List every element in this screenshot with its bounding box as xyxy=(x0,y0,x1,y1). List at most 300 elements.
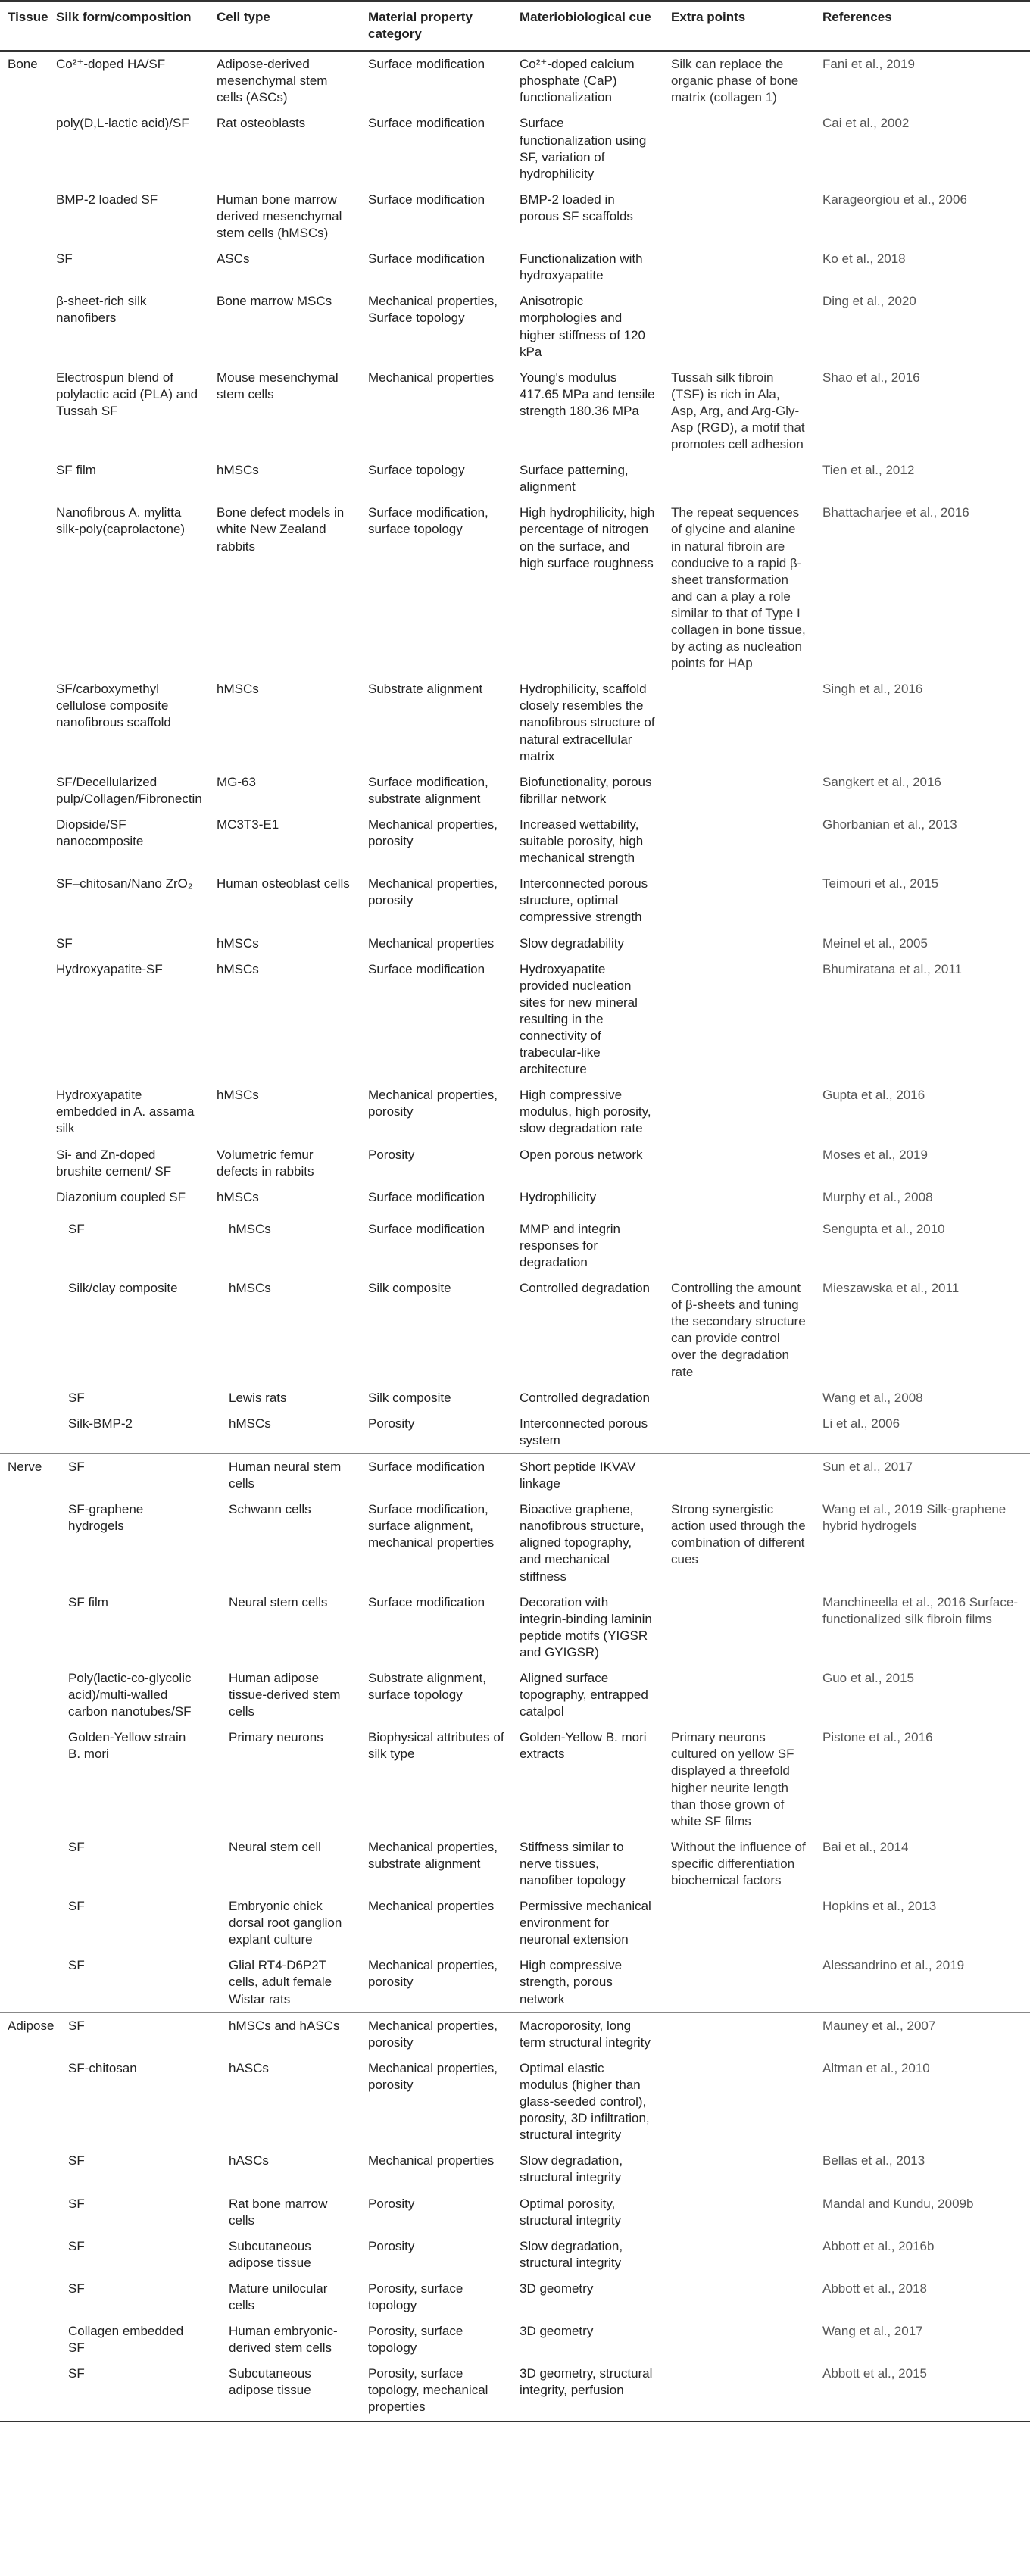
material-property-cell: Surface modification xyxy=(360,1453,512,1497)
materiobiological-cue-cell: Slow degradation, structural integrity xyxy=(520,2153,623,2185)
tissue-cell xyxy=(0,111,48,186)
reference-cell: Moses et al., 2019 xyxy=(822,1147,928,1162)
reference-cell: Shao et al., 2016 xyxy=(822,370,920,385)
table-row xyxy=(0,2276,1030,2318)
table-row xyxy=(0,289,1030,364)
silk-form-cell: SF xyxy=(56,935,73,951)
materiobiological-cue-cell: Interconnected porous system xyxy=(520,1416,648,1447)
cell-type-cell: Embryonic chick dorsal root ganglion explant culture xyxy=(229,1899,342,1947)
reference-cell: Ko et al., 2018 xyxy=(822,251,906,267)
table-row xyxy=(0,1142,1030,1185)
silk-form-cell: Hydroxyapatite-SF xyxy=(56,961,163,976)
silk-form-cell: Collagen embedded SF xyxy=(68,2324,184,2356)
tissue-cell xyxy=(0,2148,48,2190)
materiobiological-cue-cell: Biofunctionality, porous fibrillar network xyxy=(520,774,652,806)
material-property-cell: Porosity, surface topology xyxy=(368,2324,464,2356)
materiobiological-cue-cell: Hydrophilicity xyxy=(520,1189,597,1204)
cell-type-cell: ASCs xyxy=(217,251,250,267)
extra-points-cell xyxy=(663,2318,815,2361)
reference-cell: Mauney et al., 2007 xyxy=(815,2012,1030,2056)
extra-points-cell xyxy=(663,676,815,769)
extra-points-cell: Controlling the amount of β-sheets and tuning the secondary structure can provide control over the degradation rate xyxy=(671,1281,806,1379)
cell-type-cell: Bone defect models in white New Zealand rabbits xyxy=(217,505,345,554)
material-property-cell: Porosity xyxy=(368,2238,415,2253)
materiobiological-cue-cell: Surface patterning, alignment xyxy=(520,463,629,495)
materiobiological-cue-cell: High hydrophilicity, high percentage of nitrogen on the surface, and high surface roughness xyxy=(520,505,655,570)
table-row xyxy=(0,1666,1030,1725)
table-row xyxy=(0,2012,1030,2056)
extra-points-cell xyxy=(663,957,815,1083)
extra-points-cell xyxy=(663,246,815,289)
tissue-cell xyxy=(0,365,48,457)
cell-type-cell: Schwann cells xyxy=(229,1502,311,1517)
cell-type-cell: Human bone marrow derived mesenchymal stem cells (hMSCs) xyxy=(217,192,342,241)
tissue-cell xyxy=(0,1411,48,1454)
silk-form-cell: Co²⁺-doped HA/SF xyxy=(56,57,166,72)
table-row xyxy=(0,1725,1030,1834)
tissue-cell xyxy=(0,676,48,769)
silk-form-cell: Nanofibrous A. mylitta silk-poly(caprolactone) xyxy=(56,505,186,537)
cell-type-cell: Neural stem cells xyxy=(229,1594,328,1610)
tissue-cell xyxy=(0,1834,48,1894)
extra-points-cell xyxy=(663,1385,815,1411)
silk-form-cell: Silk-BMP-2 xyxy=(68,1416,133,1431)
extra-points-cell xyxy=(663,289,815,364)
reference-cell: Ding et al., 2020 xyxy=(822,294,916,309)
materiobiological-cue-cell: Slow degradation, structural integrity xyxy=(520,2238,623,2270)
extra-points-cell xyxy=(663,2056,815,2148)
material-property-cell: Mechanical properties, Surface topology xyxy=(368,294,498,326)
material-property-cell: Porosity, surface topology xyxy=(368,2281,464,2312)
extra-points-cell: Silk can replace the organic phase of bone matrix (collagen 1) xyxy=(671,57,799,105)
silk-form-cell: SF xyxy=(68,1899,85,1914)
header-cell-type: Cell type xyxy=(209,1,360,51)
extra-points-cell xyxy=(663,2191,815,2234)
cell-type-cell: Human embryonic-derived stem cells xyxy=(229,2324,338,2356)
materiobiological-cue-cell: Stiffness similar to nerve tissues, nanofiber topology xyxy=(520,1839,626,1888)
silk-form-cell: β-sheet-rich silk nanofibers xyxy=(56,294,147,326)
extra-points-cell xyxy=(663,111,815,186)
header-silk-form: Silk form/composition xyxy=(48,1,209,51)
cell-type-cell: MG-63 xyxy=(217,774,256,789)
cell-type-cell: hMSCs xyxy=(217,1189,259,1204)
tissue-cell xyxy=(0,1894,48,1953)
tissue-cell xyxy=(0,1210,48,1276)
materiobiological-cue-cell: 3D geometry, structural integrity, perfusion xyxy=(512,2361,663,2421)
materiobiological-cue-cell: Functionalization with hydroxyapatite xyxy=(520,251,643,283)
material-property-cell: Porosity xyxy=(368,2196,415,2211)
extra-points-cell xyxy=(663,187,815,246)
cell-type-cell: hMSCs xyxy=(217,463,259,478)
table-row xyxy=(0,187,1030,246)
extra-points-cell xyxy=(663,1185,815,1210)
materiobiological-cue-cell: BMP-2 loaded in porous SF scaffolds xyxy=(520,192,633,223)
material-property-cell: Silk composite xyxy=(368,1390,451,1405)
header-references: References xyxy=(815,1,1030,51)
reference-cell: Fani et al., 2019 xyxy=(822,57,915,72)
material-property-cell: Mechanical properties, porosity xyxy=(368,1088,498,1119)
table-row xyxy=(0,2318,1030,2361)
extra-points-cell xyxy=(663,2148,815,2190)
silk-form-cell: SF xyxy=(68,2153,85,2169)
reference-cell: Wang et al., 2017 xyxy=(822,2324,923,2339)
extra-points-cell: Primary neurons cultured on yellow SF displayed a threefold higher neurite length than those grown of white SF films xyxy=(671,1730,794,1828)
table-row xyxy=(0,2148,1030,2190)
extra-points-cell: Tussah silk fibroin (TSF) is rich in Ala, Asp, Arg, and Arg-Gly-Asp (RGD), a motif that promotes cell adhesion xyxy=(671,370,805,452)
silk-form-cell: Diazonium coupled SF xyxy=(56,1189,186,1204)
material-property-cell: Mechanical properties xyxy=(368,370,495,385)
table-row xyxy=(0,1411,1030,1454)
reference-cell: Mandal and Kundu, 2009b xyxy=(822,2196,974,2211)
silk-form-cell: SF/carboxymethyl cellulose composite nanofibrous scaffold xyxy=(56,682,171,730)
reference-cell: Abbott et al., 2015 xyxy=(815,2361,1030,2421)
material-property-cell: Biophysical attributes of silk type xyxy=(368,1730,504,1762)
reference-cell: Hopkins et al., 2013 xyxy=(822,1899,937,1914)
cell-type-cell: hMSCs xyxy=(217,935,259,951)
reference-cell: Li et al., 2006 xyxy=(822,1416,900,1431)
cell-type-cell: Subcutaneous adipose tissue xyxy=(229,2238,311,2270)
extra-points-cell xyxy=(663,1411,815,1454)
reference-cell: Murphy et al., 2008 xyxy=(822,1189,933,1204)
table-row xyxy=(0,2234,1030,2276)
reference-cell: Mieszawska et al., 2011 xyxy=(822,1281,960,1296)
materiobiological-cue-cell: Macroporosity, long term structural integrity xyxy=(512,2012,663,2056)
reference-cell: Bai et al., 2014 xyxy=(822,1839,909,1854)
tissue-cell xyxy=(0,457,48,500)
table-row xyxy=(0,1276,1030,1385)
material-property-cell: Surface modification xyxy=(368,251,485,267)
silk-form-cell: SF-graphene hydrogels xyxy=(68,1502,144,1534)
silk-form-cell: Hydroxyapatite embedded in A. assama silk xyxy=(56,1088,195,1136)
material-property-cell: Mechanical properties, substrate alignment xyxy=(368,1839,498,1871)
cell-type-cell: Glial RT4-D6P2T cells, adult female Wistar rats xyxy=(229,1958,332,2006)
cell-type-cell: Neural stem cell xyxy=(229,1839,321,1854)
silk-form-cell: poly(D,L-lactic acid)/SF xyxy=(56,116,189,131)
material-property-cell: Surface modification xyxy=(368,1189,485,1204)
tissue-cell xyxy=(0,770,48,812)
table-row xyxy=(0,812,1030,871)
material-property-cell: Mechanical properties, porosity xyxy=(360,2012,512,2056)
cell-type-cell: hASCs xyxy=(229,2153,269,2169)
materiobiological-cue-cell: Hydrophilicity, scaffold closely resembles the nanofibrous structure of natural extracellular matrix xyxy=(520,682,655,763)
cell-type-cell: Primary neurons xyxy=(229,1730,323,1745)
silk-form-cell: SF/Decellularized pulp/Collagen/Fibronectin xyxy=(56,774,202,806)
tissue-cell xyxy=(0,1185,48,1210)
table-row xyxy=(0,1453,1030,1497)
cell-type-cell: hMSCs and hASCs xyxy=(209,2012,360,2056)
cell-type-cell: hMSCs xyxy=(229,1416,271,1431)
table-row xyxy=(0,365,1030,457)
silk-form-cell: SF-chitosan xyxy=(68,2060,137,2075)
cell-type-cell: Bone marrow MSCs xyxy=(217,294,332,309)
silk-form-cell: SF xyxy=(48,1453,209,1497)
silk-form-cell: BMP-2 loaded SF xyxy=(56,192,158,207)
tissue-cell xyxy=(0,1276,48,1385)
tissue-cell xyxy=(0,1953,48,2012)
materiobiological-cue-cell: Golden-Yellow B. mori extracts xyxy=(520,1730,647,1762)
material-property-cell: Mechanical properties xyxy=(368,935,495,951)
material-property-cell: Surface modification xyxy=(368,1594,485,1610)
table-row xyxy=(0,500,1030,676)
reference-cell: Wang et al., 2019 Silk-graphene hybrid hydrogels xyxy=(822,1502,1007,1534)
reference-cell: Altman et al., 2010 xyxy=(822,2060,930,2075)
extra-points-cell xyxy=(663,2276,815,2318)
reference-cell: Bhumiratana et al., 2011 xyxy=(822,961,962,976)
reference-cell: Cai et al., 2002 xyxy=(822,116,910,131)
material-property-cell: Surface modification, substrate alignment xyxy=(368,774,488,806)
tissue-cell xyxy=(0,2361,48,2421)
header-row xyxy=(0,1,1030,51)
reference-cell: Singh et al., 2016 xyxy=(822,682,923,697)
reference-cell: Ghorbanian et al., 2013 xyxy=(822,817,957,832)
reference-cell: Tien et al., 2012 xyxy=(822,463,915,478)
tissue-cell xyxy=(0,1082,48,1141)
materiobiological-cue-cell: Optimal porosity, structural integrity xyxy=(520,2196,622,2228)
table-row xyxy=(0,1497,1030,1589)
material-property-cell: Surface modification xyxy=(368,961,485,976)
extra-points-cell xyxy=(663,1953,815,2012)
material-property-cell: Surface modification, surface alignment, mechanical properties xyxy=(368,1502,495,1550)
material-property-cell: Porosity xyxy=(368,1416,415,1431)
extra-points-cell xyxy=(663,2012,815,2056)
materiobiological-cue-cell: High compressive modulus, high porosity, slow degradation rate xyxy=(520,1088,651,1136)
extra-points-cell xyxy=(663,2234,815,2276)
material-property-cell: Surface modification xyxy=(368,116,485,131)
extra-points-cell xyxy=(663,1894,815,1953)
materiobiological-cue-cell: Co²⁺-doped calcium phosphate (CaP) functionalization xyxy=(520,57,635,105)
tissue-cell xyxy=(0,2191,48,2234)
table-row xyxy=(0,2361,1030,2421)
cell-type-cell: Mouse mesenchymal stem cells xyxy=(217,370,339,401)
material-property-cell: Surface modification xyxy=(368,57,485,72)
cell-type-cell: hMSCs xyxy=(217,961,259,976)
tissue-cell xyxy=(0,1497,48,1589)
cell-type-cell: Human adipose tissue-derived stem cells xyxy=(229,1670,341,1719)
header-material-property: Material property category xyxy=(360,1,512,51)
materiobiological-cue-cell: Controlled degradation xyxy=(520,1390,651,1405)
reference-cell: Abbott et al., 2016b xyxy=(822,2238,935,2253)
table-row xyxy=(0,1953,1030,2012)
silk-form-cell: Electrospun blend of polylactic acid (PLA) and Tussah SF xyxy=(56,370,198,418)
material-property-cell: Mechanical properties, porosity xyxy=(368,876,498,908)
materiobiological-cue-cell: MMP and integrin responses for degradation xyxy=(520,1221,620,1269)
cell-type-cell: hASCs xyxy=(229,2060,269,2075)
materiobiological-cue-cell: 3D geometry xyxy=(520,2281,594,2296)
header-extra-points: Extra points xyxy=(663,1,815,51)
material-property-cell: Mechanical properties xyxy=(368,2153,495,2169)
extra-points-cell xyxy=(663,931,815,957)
tissue-cell xyxy=(0,1142,48,1185)
materiobiological-cue-cell: Young's modulus 417.65 MPa and tensile strength 180.36 MPa xyxy=(520,370,655,418)
material-property-cell: Mechanical properties xyxy=(368,1899,495,1914)
reference-cell: Abbott et al., 2018 xyxy=(822,2281,927,2296)
materiobiological-cue-cell: Anisotropic morphologies and higher stiffness of 120 kPa xyxy=(520,294,646,359)
extra-points-cell xyxy=(663,1210,815,1276)
reference-cell: Bhattacharjee et al., 2016 xyxy=(822,505,969,520)
silk-form-cell: Silk/clay composite xyxy=(68,1281,178,1296)
tissue-cell xyxy=(0,500,48,676)
reference-cell: Sun et al., 2017 xyxy=(815,1453,1030,1497)
silk-form-cell: SF xyxy=(68,1958,85,1973)
tissue-cell xyxy=(0,1385,48,1411)
tissue-cell xyxy=(0,1666,48,1725)
cell-type-cell: hMSCs xyxy=(229,1221,271,1236)
tissue-cell xyxy=(0,871,48,930)
materiobiological-cue-cell: Hydroxyapatite provided nucleation sites for new mineral resulting in the connectivity of trabecular-like architecture xyxy=(520,961,638,1077)
silk-form-cell: SF xyxy=(68,2196,85,2211)
extra-points-cell xyxy=(663,1666,815,1725)
reference-cell: Wang et al., 2008 xyxy=(822,1390,923,1405)
materiobiological-cue-cell: Surface functionalization using SF, variation of hydrophilicity xyxy=(520,116,647,181)
material-property-cell: Silk composite xyxy=(368,1281,451,1296)
tissue-cell: Bone xyxy=(8,57,38,72)
extra-points-cell xyxy=(663,1082,815,1141)
tissue-cell xyxy=(0,187,48,246)
materiobiological-cue-cell: 3D geometry xyxy=(520,2324,594,2339)
extra-points-cell xyxy=(663,1142,815,1185)
header-materiobiological-cue: Materiobiological cue xyxy=(512,1,663,51)
extra-points-cell: Without the influence of specific differentiation biochemical factors xyxy=(671,1839,806,1888)
extra-points-cell: The repeat sequences of glycine and alanine in natural fibroin are conducive to a rapid β-sheet transformation and can a play a role similar to that of Type I collagen in bone tissue, by acting as nucleation points for HAp xyxy=(671,505,806,671)
table-row xyxy=(0,1834,1030,1894)
tissue-cell: Adipose xyxy=(0,2012,48,2056)
tissue-cell xyxy=(0,2318,48,2361)
tissue-cell xyxy=(0,289,48,364)
materiobiological-cue-cell: Controlled degradation xyxy=(520,1281,651,1296)
tissue-cell xyxy=(0,2234,48,2276)
cell-type-cell: Human osteoblast cells xyxy=(217,876,350,891)
table-row xyxy=(0,931,1030,957)
materiobiological-cue-cell: Decoration with integrin-binding laminin peptide motifs (YIGSR and GYIGSR) xyxy=(520,1594,652,1660)
materiobiological-cue-cell: Permissive mechanical environment for neuronal extension xyxy=(520,1899,651,1947)
materiobiological-cue-cell: High compressive strength, porous network xyxy=(520,1958,623,2006)
tissue-cell xyxy=(0,246,48,289)
reference-cell: Bellas et al., 2013 xyxy=(822,2153,925,2169)
material-property-cell: Porosity, surface topology, mechanical properties xyxy=(360,2361,512,2421)
reference-cell: Sangkert et al., 2016 xyxy=(822,774,941,789)
extra-points-cell xyxy=(663,770,815,812)
extra-points-cell xyxy=(663,812,815,871)
material-property-cell: Porosity xyxy=(368,1147,415,1162)
extra-points-cell xyxy=(663,2361,815,2421)
cell-type-cell: Subcutaneous adipose tissue xyxy=(209,2361,360,2421)
silk-form-cell: SF xyxy=(48,2012,209,2056)
extra-points-cell xyxy=(663,457,815,500)
table-row xyxy=(0,1894,1030,1953)
cell-type-cell: Lewis rats xyxy=(229,1390,287,1405)
cell-type-cell: Human neural stem cells xyxy=(209,1453,360,1497)
cell-type-cell: hMSCs xyxy=(217,682,259,697)
materiobiological-cue-cell: Short peptide IKVAV linkage xyxy=(512,1453,663,1497)
material-property-cell: Mechanical properties, porosity xyxy=(368,817,498,849)
materiobiological-cue-cell: Increased wettability, suitable porosity, high mechanical strength xyxy=(520,817,644,866)
material-property-cell: Surface modification xyxy=(368,192,485,207)
reference-cell: Alessandrino et al., 2019 xyxy=(822,1958,965,1973)
table-row xyxy=(0,957,1030,1083)
reference-cell: Meinel et al., 2005 xyxy=(822,935,928,951)
tissue-cell xyxy=(0,812,48,871)
material-property-cell: Mechanical properties, porosity xyxy=(368,1958,498,1990)
reference-cell: Pistone et al., 2016 xyxy=(822,1730,933,1745)
table-row xyxy=(0,457,1030,500)
materiobiological-cue-cell: Aligned surface topography, entrapped catalpol xyxy=(520,1670,648,1719)
table-row xyxy=(0,676,1030,769)
material-property-cell: Substrate alignment, surface topology xyxy=(368,1670,486,1703)
table-row xyxy=(0,770,1030,812)
reference-cell: Sengupta et al., 2010 xyxy=(822,1221,945,1236)
silk-form-cell: SF xyxy=(48,2361,209,2421)
extra-points-cell: Strong synergistic action used through the combination of different cues xyxy=(671,1502,806,1567)
material-property-cell: Surface modification xyxy=(368,1221,485,1236)
reference-cell: Guo et al., 2015 xyxy=(822,1670,914,1685)
cell-type-cell: Rat osteoblasts xyxy=(217,116,306,131)
table-row xyxy=(0,246,1030,289)
cell-type-cell: hMSCs xyxy=(217,1088,259,1103)
silk-form-cell: Diopside/SF nanocomposite xyxy=(56,817,144,849)
tissue-cell xyxy=(0,957,48,1083)
cell-type-cell: Volumetric femur defects in rabbits xyxy=(217,1147,314,1179)
table-body xyxy=(0,51,1030,2421)
tissue-cell xyxy=(0,2276,48,2318)
material-property-cell: Substrate alignment xyxy=(368,682,483,697)
silk-form-cell: SF xyxy=(68,2281,85,2296)
cell-type-cell: hMSCs xyxy=(229,1281,271,1296)
reference-cell: Manchineella et al., 2016 Surface-functionalized silk fibroin films xyxy=(822,1594,1018,1626)
table-row xyxy=(0,111,1030,186)
reference-cell: Karageorgiou et al., 2006 xyxy=(822,192,967,207)
cell-type-cell: Mature unilocular cells xyxy=(229,2281,328,2312)
reference-cell: Teimouri et al., 2015 xyxy=(822,876,939,891)
table-row xyxy=(0,51,1030,111)
materiobiological-cue-cell: Open porous network xyxy=(520,1147,643,1162)
tissue-cell: Nerve xyxy=(0,1453,48,1497)
table-row xyxy=(0,1590,1030,1666)
tissue-cell xyxy=(0,2056,48,2148)
silk-form-cell: SF film xyxy=(68,1594,108,1610)
silk-form-cell: Poly(lactic-co-glycolic acid)/multi-walled carbon nanotubes/SF xyxy=(68,1670,192,1719)
silk-form-cell: SF xyxy=(68,1221,85,1236)
table-row xyxy=(0,2191,1030,2234)
table-row xyxy=(0,1210,1030,1276)
cell-type-cell: Rat bone marrow cells xyxy=(229,2196,328,2228)
table-row xyxy=(0,1185,1030,1210)
silk-form-cell: Golden-Yellow strain B. mori xyxy=(68,1730,186,1762)
header-tissue: Tissue xyxy=(0,1,48,51)
silk-form-cell: Si- and Zn-doped brushite cement/ SF xyxy=(56,1147,172,1179)
silk-form-cell: SF xyxy=(56,251,73,267)
materiobiological-cue-cell: Interconnected porous structure, optimal compressive strength xyxy=(520,876,648,925)
material-property-cell: Surface modification, surface topology xyxy=(368,505,488,537)
cell-type-cell: MC3T3-E1 xyxy=(217,817,279,832)
material-property-cell: Mechanical properties, porosity xyxy=(368,2060,498,2092)
materiobiological-cue-cell: Optimal elastic modulus (higher than glass-seeded control), porosity, 3D infiltration, structural integrity xyxy=(520,2060,650,2143)
silk-form-cell: SF xyxy=(68,2238,85,2253)
extra-points-cell xyxy=(663,1590,815,1666)
table-row xyxy=(0,1385,1030,1411)
materiobiological-cue-cell: Slow degradability xyxy=(520,935,624,951)
silk-form-cell: SF–chitosan/Nano ZrO₂ xyxy=(56,876,193,891)
materiobiological-cue-cell: Bioactive graphene, nanofibrous structure, aligned topography, and mechanical stiffness xyxy=(520,1502,645,1584)
extra-points-cell xyxy=(663,1453,815,1497)
extra-points-cell xyxy=(663,871,815,930)
silk-form-cell: SF xyxy=(68,1390,85,1405)
reference-cell: Gupta et al., 2016 xyxy=(822,1088,925,1103)
silk-form-cell: SF xyxy=(68,1839,85,1854)
table-row xyxy=(0,2056,1030,2148)
tissue-cell xyxy=(0,1590,48,1666)
table-row xyxy=(0,871,1030,930)
silk-form-cell: SF film xyxy=(56,463,96,478)
